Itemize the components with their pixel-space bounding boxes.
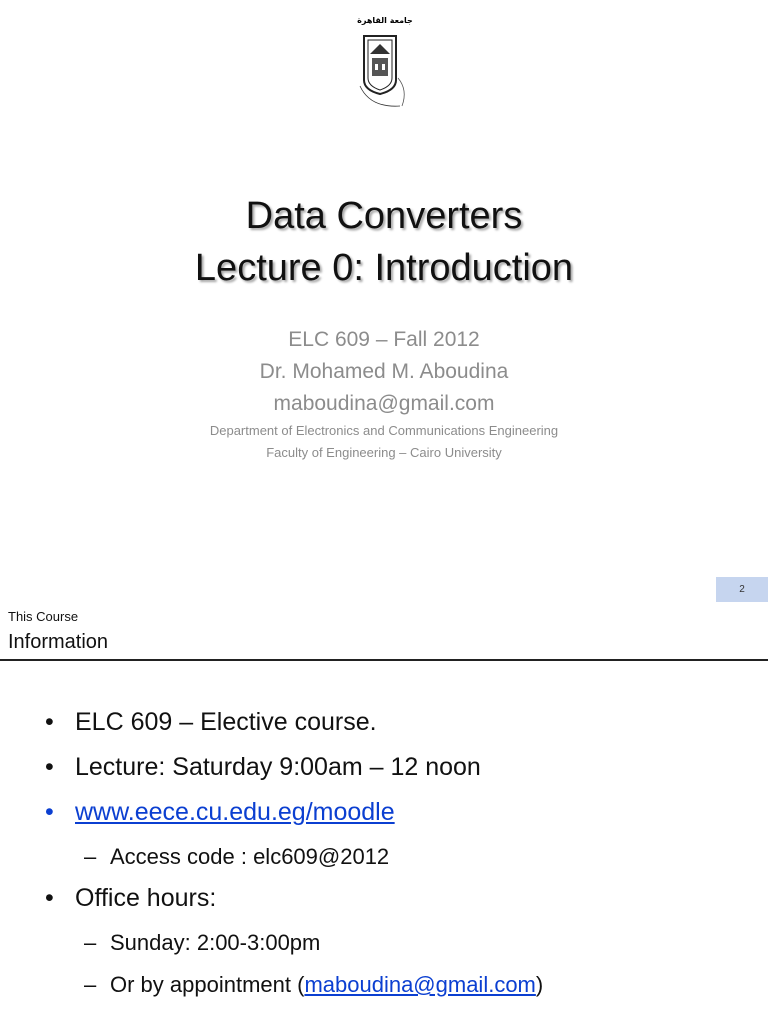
bullet-item (45, 798, 395, 827)
bullet-text: ELC 609 – Elective course. (75, 708, 377, 736)
bullet-dot: • (45, 798, 54, 826)
instructor-name: Dr. Mohamed M. Aboudina (259, 360, 509, 383)
sub-dash: – (84, 930, 97, 955)
section-kicker: This Course (8, 609, 79, 624)
page-number-badge: 2 (716, 577, 768, 602)
subtitle-block (0, 324, 768, 420)
faculty-name: Faculty of Engineering – Cairo University (266, 445, 502, 460)
course-code: ELC 609 – Fall 2012 (288, 328, 480, 351)
bullet-item (45, 884, 216, 913)
appointment-suffix: ) (535, 972, 544, 997)
department-name: Department of Electronics and Communications Engineering (209, 423, 559, 438)
bullet-dot: • (45, 884, 54, 912)
sub-dash: – (84, 972, 97, 997)
title-line-2: Lecture 0: Introduction (194, 247, 574, 289)
instructor-email: maboudina@gmail.com (273, 392, 495, 415)
title-block (0, 190, 768, 294)
sub-item (84, 844, 389, 870)
title-line-1: Data Converters (245, 195, 523, 237)
bullet-item (45, 753, 481, 782)
email-link[interactable]: maboudina@gmail.com (304, 972, 536, 997)
bullet-item (45, 708, 377, 737)
bullet-text: Lecture: Saturday 9:00am – 12 noon (75, 753, 481, 781)
header-divider (0, 659, 768, 661)
sub-item (84, 972, 543, 998)
logo-arabic-text: جامعة القاهرة (357, 16, 413, 25)
university-seal-icon (350, 28, 422, 114)
bullet-dot: • (45, 708, 54, 736)
office-hours-text: Sunday: 2:00-3:00pm (110, 930, 321, 955)
affiliation-block (0, 420, 768, 464)
bullet-dot: • (45, 753, 54, 781)
moodle-link[interactable]: www.eece.cu.edu.eg/moodle (75, 798, 395, 826)
cairo-university-logo (340, 16, 430, 114)
access-code-text: Access code : elc609@2012 (110, 844, 390, 869)
sub-dash: – (84, 844, 97, 869)
section-header: Information (8, 631, 109, 653)
bullet-text: Office hours: (75, 884, 217, 912)
info-slide (0, 560, 768, 1024)
sub-item (84, 930, 320, 956)
appointment-prefix: Or by appointment ( (110, 972, 305, 997)
